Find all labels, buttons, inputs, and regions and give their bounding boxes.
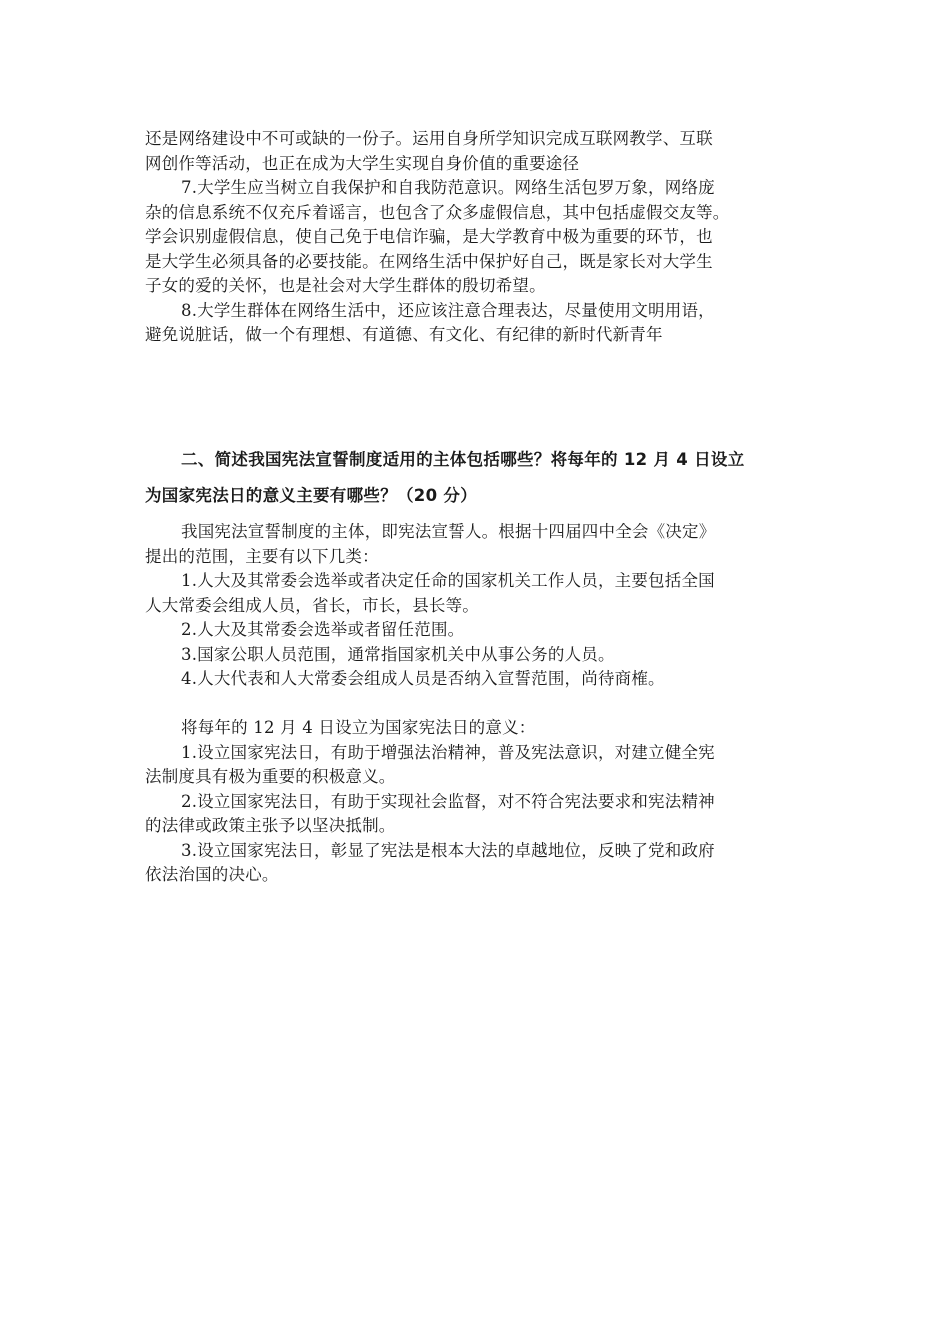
text-line: 将每年的 12 月 4 日设立为国家宪法日的意义： xyxy=(181,718,536,737)
text-line: 避免说脏话，做一个有理想、有道德、有文化、有纪律的新时代新青年 xyxy=(145,325,663,344)
text-line: 杂的信息系统不仅充斥着谣言，也包含了众多虚假信息，其中包括虚假交友等。 xyxy=(145,202,730,222)
text-line: 人大常委会组成人员，省长，市长，县长等。 xyxy=(145,595,479,615)
question-heading-cont xyxy=(145,483,815,509)
question-heading xyxy=(145,447,815,473)
text-line: 依法治国的决心。 xyxy=(145,865,279,884)
question-heading-line: 二、简述我国宪法宣誓制度适用的主体包括哪些？将每年的 12 月 4 日设立 xyxy=(181,450,745,469)
text-line: 2.人大及其常委会选举或者留任范围。 xyxy=(181,620,465,639)
answer-subjects xyxy=(145,520,815,692)
text-line: 网创作等活动，也正在成为大学生实现自身价值的重要途径 xyxy=(145,153,580,173)
answer-significance xyxy=(145,716,815,888)
text-line: 的法律或政策主张予以坚决抵制。 xyxy=(145,816,396,835)
text-line: 3.国家公职人员范围，通常指国家机关中从事公务的人员。 xyxy=(181,644,615,664)
text-line: 3.设立国家宪法日，彰显了宪法是根本大法的卓越地位，反映了党和政府 xyxy=(181,840,715,860)
text-line: 2.设立国家宪法日，有助于实现社会监督，对不符合宪法要求和宪法精神 xyxy=(181,791,715,811)
text-line: 7.大学生应当树立自我保护和自我防范意识。网络生活包罗万象，网络庞 xyxy=(181,178,715,197)
text-line: 法制度具有极为重要的积极意义。 xyxy=(145,767,396,786)
text-line: 是大学生必须具备的必要技能。在网络生活中保护好自己，既是家长对大学生 xyxy=(145,251,713,271)
text-line: 学会识别虚假信息，使自己免于电信诈骗，是大学教育中极为重要的环节，也 xyxy=(145,227,713,246)
text-line: 我国宪法宣誓制度的主体，即宪法宣誓人。根据十四届四中全会《决定》 xyxy=(181,522,716,541)
question-heading-line: 为国家宪法日的意义主要有哪些？（20 分） xyxy=(145,486,478,505)
text-line: 子女的爱的关怀，也是社会对大学生群体的殷切希望。 xyxy=(145,276,546,295)
text-line: 还是网络建设中不可或缺的一份子。运用自身所学知识完成互联网教学、互联 xyxy=(145,129,713,148)
text-line: 8.大学生群体在网络生活中，还应该注意合理表达，尽量使用文明用语， xyxy=(181,300,715,320)
text-line: 1.设立国家宪法日，有助于增强法治精神，普及宪法意识，对建立健全宪 xyxy=(181,742,715,762)
text-line: 4.人大代表和人大常委会组成人员是否纳入宣誓范围，尚待商榷。 xyxy=(181,669,665,688)
text-line: 提出的范围，主要有以下几类： xyxy=(145,546,379,566)
text-line: 1.人大及其常委会选举或者决定任命的国家机关工作人员，主要包括全国 xyxy=(181,571,715,590)
section1-paragraphs xyxy=(145,127,815,348)
